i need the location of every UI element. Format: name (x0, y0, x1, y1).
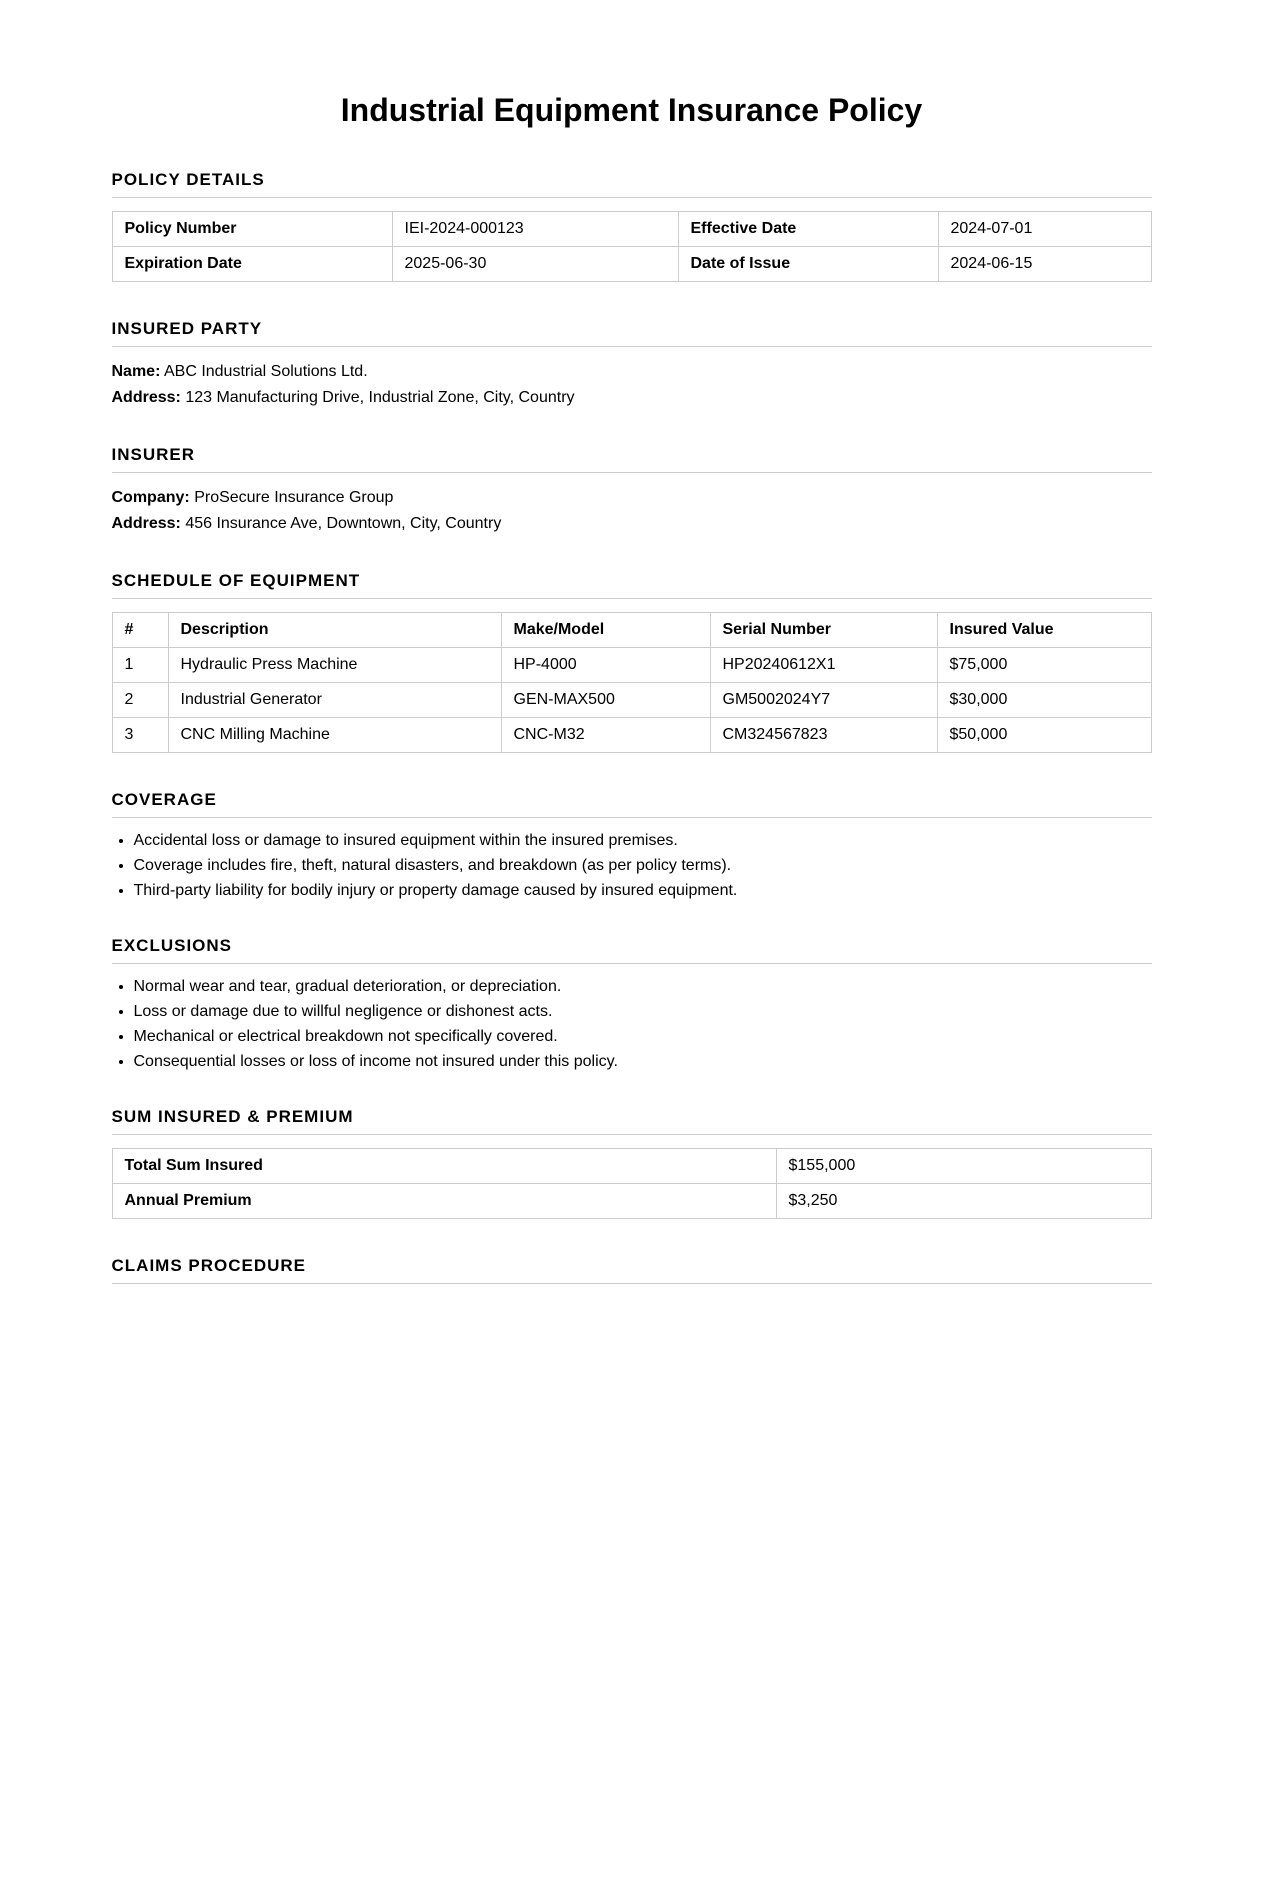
list-item: • Accidental loss or damage to insured equipment within the insured premises. (134, 828, 1152, 853)
insurer-section (112, 444, 1152, 537)
equipment-insured-value: $50,000 (937, 718, 1151, 753)
date-of-issue-label: Date of Issue (678, 247, 938, 282)
equipment-table (112, 612, 1152, 753)
sum-insured-heading: SUM INSURED & PREMIUM (112, 1106, 1152, 1135)
total-sum-insured-label: Total Sum Insured (112, 1149, 776, 1184)
policy-details-section (112, 169, 1152, 282)
table-header-row (112, 613, 1151, 648)
insurer-address-label: Address: (111, 515, 181, 532)
list-item: • Third-party liability for bodily injury or property damage caused by insured equipment. (134, 878, 1152, 903)
insurer-heading: INSURER (112, 444, 1152, 473)
equipment-insured-value: $75,000 (937, 648, 1151, 683)
column-header-number: # (112, 613, 168, 648)
effective-date-value: 2024-07-01 (938, 212, 1151, 247)
policy-number-label: Policy Number (112, 212, 392, 247)
expiration-date-label: Expiration Date (112, 247, 392, 282)
coverage-list (112, 828, 1152, 903)
table-row (112, 1184, 1151, 1219)
insurer-company-value: ProSecure Insurance Group (194, 489, 394, 506)
policy-details-table (112, 211, 1152, 282)
exclusions-list (112, 974, 1152, 1074)
column-header-description: Description (168, 613, 501, 648)
sum-insured-table (112, 1148, 1152, 1219)
column-header-make-model: Make/Model (501, 613, 710, 648)
equipment-make-model: GEN-MAX500 (501, 683, 710, 718)
list-item: • Coverage includes fire, theft, natural disasters, and breakdown (as per policy terms). (134, 853, 1152, 878)
list-item: • Loss or damage due to willful negligence or dishonest acts. (134, 999, 1152, 1024)
insured-address-label: Address: (111, 389, 181, 406)
policy-details-heading: POLICY DETAILS (112, 169, 1152, 198)
insured-name-value: ABC Industrial Solutions Ltd. (163, 363, 368, 380)
coverage-heading: COVERAGE (112, 789, 1152, 818)
insurer-company-label: Company: (111, 489, 190, 506)
insured-address-line (112, 385, 1152, 411)
equipment-description: Hydraulic Press Machine (168, 648, 501, 683)
equipment-make-model: CNC-M32 (501, 718, 710, 753)
document-title: Industrial Equipment Insurance Policy (340, 92, 923, 128)
list-item: • Normal wear and tear, gradual deterioration, or depreciation. (134, 974, 1152, 999)
list-item: • Consequential losses or loss of income not insured under this policy. (134, 1049, 1152, 1074)
equipment-section (112, 570, 1152, 753)
equipment-serial-number: HP20240612X1 (710, 648, 937, 683)
coverage-section (112, 789, 1152, 903)
claims-heading: CLAIMS PROCEDURE (112, 1255, 1152, 1284)
equipment-number: 3 (112, 718, 168, 753)
sum-insured-section (112, 1106, 1152, 1219)
table-row (112, 1149, 1151, 1184)
annual-premium-label: Annual Premium (112, 1184, 776, 1219)
column-header-serial-number: Serial Number (710, 613, 937, 648)
equipment-make-model: HP-4000 (501, 648, 710, 683)
insurer-address-value: 456 Insurance Ave, Downtown, City, Country (185, 515, 502, 532)
insurer-address-line (112, 511, 1152, 537)
policy-number-value: IEI-2024-000123 (392, 212, 678, 247)
insured-party-section (112, 318, 1152, 411)
insured-address-value: 123 Manufacturing Drive, Industrial Zone, City, Country (185, 389, 575, 406)
insurer-company-line (112, 485, 1152, 511)
effective-date-label: Effective Date (678, 212, 938, 247)
equipment-description: CNC Milling Machine (168, 718, 501, 753)
equipment-number: 1 (112, 648, 168, 683)
date-of-issue-value: 2024-06-15 (938, 247, 1151, 282)
table-row (112, 247, 1151, 282)
claims-section (112, 1255, 1152, 1284)
equipment-heading: SCHEDULE OF EQUIPMENT (112, 570, 1152, 599)
equipment-number: 2 (112, 683, 168, 718)
equipment-serial-number: CM324567823 (710, 718, 937, 753)
policy-document (112, 0, 1152, 1284)
insured-party-heading: INSURED PARTY (112, 318, 1152, 347)
table-row (112, 718, 1151, 753)
table-row (112, 648, 1151, 683)
expiration-date-value: 2025-06-30 (392, 247, 678, 282)
insured-name-line (112, 359, 1152, 385)
annual-premium-value: $3,250 (776, 1184, 1151, 1219)
table-row (112, 683, 1151, 718)
list-item: • Mechanical or electrical breakdown not specifically covered. (134, 1024, 1152, 1049)
exclusions-heading: EXCLUSIONS (112, 935, 1152, 964)
equipment-insured-value: $30,000 (937, 683, 1151, 718)
total-sum-insured-value: $155,000 (776, 1149, 1151, 1184)
equipment-serial-number: GM5002024Y7 (710, 683, 937, 718)
insured-name-label: Name: (111, 363, 161, 380)
table-row (112, 212, 1151, 247)
exclusions-section (112, 935, 1152, 1074)
column-header-insured-value: Insured Value (937, 613, 1151, 648)
equipment-description: Industrial Generator (168, 683, 501, 718)
